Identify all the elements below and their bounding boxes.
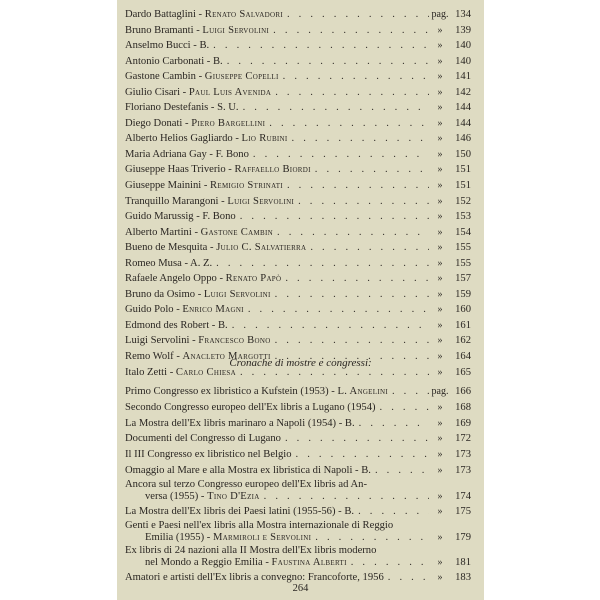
dot-leader <box>279 69 429 85</box>
article-author: Raffaello Biordi <box>234 164 311 176</box>
article-author: Carlo Chiesa <box>175 366 236 378</box>
index-row: Dardo Battaglini - Renato Salvadori . . . pag. 134 <box>125 7 471 23</box>
article-author: F. Bono <box>215 148 249 160</box>
chronicle-title: Amatori e artisti dell'Ex libris a convegno: Francoforte, 1956 <box>125 571 384 583</box>
chronicle-author: Marmiroli e Servolini <box>212 532 312 544</box>
index-row: Edmond des Robert - B. . . . » 161 <box>125 318 471 334</box>
artist-name: Bueno de Mesquita <box>125 242 208 254</box>
page-marker: » <box>437 257 443 269</box>
article-author: Julio C. Salvatierra <box>216 242 307 254</box>
index-row: Anselmo Bucci - B. . . . » 140 <box>125 38 471 54</box>
article-author: B. <box>217 319 228 331</box>
page-number: 162 <box>455 335 471 347</box>
chronicle-title: Ex libris di 24 nazioni alla II Mostra dell'Ex libris moderno <box>125 544 377 556</box>
page-marker: » <box>437 532 443 544</box>
page-number: 179 <box>455 532 471 544</box>
artist-name: Dardo Battaglini <box>125 9 196 20</box>
page-number: 164 <box>455 351 471 363</box>
page-marker: » <box>437 417 443 429</box>
article-author: B. <box>212 55 223 67</box>
article-author: Luigi Servolini <box>203 288 271 300</box>
page-marker: » <box>437 449 443 461</box>
page-number: 183 <box>455 571 471 583</box>
chronicle-author: Tino D'Ezia <box>207 491 260 503</box>
page-marker: » <box>437 557 443 569</box>
dot-leader <box>223 54 429 70</box>
index-row: Italo Zetti - Carlo Chiesa . . . » 165 <box>125 365 471 381</box>
chronicle-title: Il III Congresso ex libristico nel Belgio <box>125 449 292 461</box>
index-row: Bruno da Osimo - Luigi Servolini . . . » 159 <box>125 287 471 303</box>
page-marker: » <box>437 195 443 207</box>
index-row: Antonio Carbonati - B. . . . » 140 <box>125 54 471 70</box>
index-row: Luigi Servolini - Francesco Bono . . . » 162 <box>125 333 471 349</box>
dot-leader <box>269 23 429 39</box>
page-marker: » <box>437 164 443 176</box>
index-row: Maria Adriana Gay - F. Bono . . . » 150 <box>125 147 471 163</box>
page-marker: » <box>437 71 443 83</box>
index-row: Bueno de Mesquita - Julio C. Salvatierra . . . » 155 <box>125 240 471 256</box>
page-marker: » <box>437 148 443 160</box>
chronicle-author: B. <box>344 417 355 429</box>
dot-leader <box>271 333 429 349</box>
article-author: F. Bono <box>202 211 236 223</box>
chronicle-title: Omaggio al Mare e alla Mostra ex libristica di Napoli <box>125 464 353 476</box>
page-marker: » <box>437 433 443 445</box>
artist-index-list <box>125 7 471 380</box>
article-author: A. Z. <box>190 257 213 269</box>
dot-leader <box>281 271 429 287</box>
chronicle-row <box>125 431 471 447</box>
dot-leader <box>311 532 429 545</box>
dot-leader <box>271 287 429 303</box>
index-row: Guido Polo - Enrico Magni . . . » 160 <box>125 302 471 318</box>
dot-leader <box>283 7 429 23</box>
artist-name: Remo Wolf <box>125 351 174 363</box>
page-number: 144 <box>455 102 471 114</box>
chronicle-row <box>125 447 471 463</box>
index-row: Floriano Destefanis - S. U. . . . » 144 <box>125 100 471 116</box>
artist-name: Bruno Bramanti <box>125 24 194 36</box>
index-row: Alberto Martini - Gastone Cambin . . . » 154 <box>125 225 471 241</box>
dot-leader <box>265 116 429 132</box>
page-number: 134 <box>455 9 471 20</box>
page-marker: » <box>437 226 443 238</box>
article-author: Remigio Strinati <box>210 180 283 192</box>
chronicle-author: B. <box>344 505 355 517</box>
article-author: Francesco Bono <box>198 335 271 347</box>
chronicle-title: La Mostra dell'Ex libris dei Paesi latini (1955-56) <box>125 505 336 517</box>
page-marker: » <box>437 288 443 300</box>
page-marker: » <box>437 55 443 67</box>
page-number: 155 <box>455 257 471 269</box>
artist-name: Diego Donati <box>125 117 183 129</box>
chronicle-title: Genti e Paesi nell'ex libris alla Mostra internazionale di Reggio <box>125 519 394 531</box>
dot-leader <box>249 147 429 163</box>
page-number: 166 <box>455 386 471 397</box>
article-author: Enrico Magni <box>182 304 244 316</box>
index-row: Romeo Musa - A. Z. . . . » 155 <box>125 256 471 272</box>
index-row: Tranquillo Marangoni - Luigi Servolini . . . » 152 <box>125 194 471 210</box>
chronicle-title: La Mostra dell'Ex libris marinaro a Napoli (1954) <box>125 417 337 429</box>
artist-name: Giuseppe Mainini <box>125 180 202 192</box>
chronicle-author: L. Angelini <box>337 386 388 397</box>
page-marker: » <box>437 505 443 517</box>
dot-leader <box>388 384 429 400</box>
dot-leader <box>347 557 429 570</box>
page-marker: » <box>437 464 443 476</box>
page-number: 151 <box>455 180 471 192</box>
page-number: 173 <box>455 449 471 461</box>
chronicle-author: Faustina Alberti <box>271 557 347 569</box>
page-number: 151 <box>455 164 471 176</box>
artist-name: Edmond des Robert <box>125 319 210 331</box>
artist-name: Gastone Cambin <box>125 71 196 83</box>
dot-leader <box>292 447 429 463</box>
page-number: 153 <box>455 211 471 223</box>
article-author: Luigi Servolini <box>227 195 295 207</box>
article-author: B. <box>199 40 210 52</box>
artist-name: Maria Adriana Gay <box>125 148 207 160</box>
article-author: Gastone Cambin <box>200 226 274 238</box>
index-row: Guido Marussig - F. Bono . . . » 153 <box>125 209 471 225</box>
dot-leader <box>236 209 429 225</box>
index-row: Diego Donati - Piero Bargellini . . . » 144 <box>125 116 471 132</box>
dot-leader <box>281 431 429 447</box>
page-number: 140 <box>455 40 471 52</box>
artist-name: Rafaele Angelo Oppo <box>125 273 217 285</box>
article-author: Lio Rubini <box>241 133 288 145</box>
dot-leader <box>273 225 429 241</box>
section-heading: Cronache di mostre e congressi: <box>229 357 372 369</box>
page-number: 141 <box>455 71 471 83</box>
page-number: 168 <box>455 401 471 413</box>
artist-name: Romeo Musa <box>125 257 182 269</box>
chronicle-row: Ancora sul terzo Congresso europeo dell'Ex libris ad An- versa (1955) - Tino D'Ezia . . . » 174 <box>125 479 471 504</box>
index-row: Giuseppe Haas Triverio - Raffaello Biordi . . . » 151 <box>125 162 471 178</box>
chronicle-row <box>125 400 471 416</box>
page-marker: » <box>437 335 443 347</box>
page-number: 142 <box>455 86 471 98</box>
chronicle-title-continued: versa (1955) <box>145 491 199 503</box>
index-row: Alberto Helios Gagliardo - Lio Rubini . . . » 146 <box>125 131 471 147</box>
page-number: 152 <box>455 195 471 207</box>
chronicle-row: Genti e Paesi nell'ex libris alla Mostra internazionale di Reggio Emilia (1955) - Marmiroli e Servolini . . . » 179 <box>125 520 471 545</box>
article-author: Renato Salvadori <box>204 9 283 20</box>
artist-name: Giuseppe Haas Triverio <box>125 164 226 176</box>
article-author: Paul Luis Avenida <box>188 86 272 98</box>
index-row: Rafaele Angelo Oppo - Renato Papò . . . » 157 <box>125 271 471 287</box>
page-number: 181 <box>455 557 471 569</box>
page-marker: » <box>437 211 443 223</box>
dot-leader <box>271 85 429 101</box>
artist-name: Guido Polo <box>125 304 174 316</box>
artist-name: Floriano Destefanis <box>125 102 209 114</box>
artist-name: Bruno da Osimo <box>125 288 196 300</box>
article-author: Piero Bargellini <box>191 117 266 129</box>
page-marker: » <box>437 242 443 254</box>
page-marker: » <box>437 319 443 331</box>
chronicle-row: Primo Congresso ex libristico a Kufstein (1953) - L. Angelini . . . pag. 166 <box>125 384 471 400</box>
dot-leader <box>209 38 429 54</box>
article-author: Giuseppe Copelli <box>204 71 279 83</box>
page-marker: » <box>437 401 443 413</box>
article-author: Renato Papò <box>225 273 282 285</box>
page-number: 157 <box>455 273 471 285</box>
chronicle-title: Secondo Congresso europeo dell'Ex libris a Lugano (1954) <box>125 401 376 413</box>
dot-leader <box>354 504 429 520</box>
article-author: S. U. <box>217 102 239 114</box>
dot-leader <box>260 491 429 504</box>
dot-leader <box>355 416 429 432</box>
index-row: Giuseppe Mainini - Remigio Strinati . . . » 151 <box>125 178 471 194</box>
page-number: 155 <box>455 242 471 254</box>
chronicle-title-continued: nel Mondo a Reggio Emilia <box>145 557 263 569</box>
page-marker: » <box>437 366 443 378</box>
page-marker: » <box>437 40 443 52</box>
chronicle-row: La Mostra dell'Ex libris dei Paesi latini (1955-56) - B. . . . » 175 <box>125 504 471 520</box>
chronicles-list <box>125 384 471 585</box>
page-marker: » <box>437 133 443 145</box>
page-number: 146 <box>455 133 471 145</box>
page-marker: » <box>437 86 443 98</box>
page-marker: » <box>437 180 443 192</box>
page-number: 173 <box>455 464 471 476</box>
dot-leader <box>306 240 429 256</box>
artist-name: Guido Marussig <box>125 211 194 223</box>
chronicle-title: Primo Congresso ex libristico a Kufstein (1953) <box>125 386 329 397</box>
index-row: Gastone Cambin - Giuseppe Copelli . . . » 141 <box>125 69 471 85</box>
page-number: 150 <box>455 148 471 160</box>
dot-leader <box>294 194 429 210</box>
page-marker: » <box>437 273 443 285</box>
artist-name: Tranquillo Marangoni <box>125 195 219 207</box>
page-number: 172 <box>455 433 471 445</box>
dot-leader <box>283 178 429 194</box>
page-marker: » <box>437 304 443 316</box>
chronicle-title-continued: Emilia (1955) <box>145 532 205 544</box>
artist-name: Alberto Helios Gagliardo <box>125 133 233 145</box>
folio-page-number: 264 <box>292 583 309 594</box>
page-marker: pag. <box>431 9 449 20</box>
page-marker: » <box>437 351 443 363</box>
page-marker: » <box>437 24 443 36</box>
page-number: 165 <box>455 366 471 378</box>
page-number: 161 <box>455 319 471 331</box>
article-author: Anacleto Margotti <box>182 351 271 363</box>
page-number: 159 <box>455 288 471 300</box>
dot-leader <box>244 302 429 318</box>
page-number: 169 <box>455 417 471 429</box>
page-number: 174 <box>455 491 471 503</box>
page-number: 175 <box>455 505 471 517</box>
page-number: 154 <box>455 226 471 238</box>
dot-leader <box>239 100 429 116</box>
chronicle-row: Ex libris di 24 nazioni alla II Mostra dell'Ex libris moderno nel Mondo a Reggio Emilia - Faustina Alberti . . . » 181 <box>125 545 471 570</box>
page-marker: » <box>437 117 443 129</box>
index-row: Giulio Cisari - Paul Luis Avenida . . . » 142 <box>125 85 471 101</box>
page-number: 160 <box>455 304 471 316</box>
artist-name: Alberto Martini <box>125 226 192 238</box>
book-page <box>117 0 484 600</box>
page-marker: » <box>437 571 443 583</box>
page-marker: pag. <box>431 386 449 397</box>
chronicle-row: Omaggio al Mare e alla Mostra ex libristica di Napoli - B. . . . » 173 <box>125 463 471 479</box>
artist-name: Italo Zetti <box>125 366 168 378</box>
page-marker: » <box>437 491 443 503</box>
dot-leader <box>371 463 429 479</box>
chronicle-title: Ancora sul terzo Congresso europeo dell'Ex libris ad An- <box>125 478 367 490</box>
page-number: 140 <box>455 55 471 67</box>
index-row: Bruno Bramanti - Luigi Servolini . . . » 139 <box>125 23 471 39</box>
dot-leader <box>212 256 429 272</box>
dot-leader <box>376 400 429 416</box>
index-row: Remo Wolf - Anacleto Margotti . . . » 164 <box>125 349 471 365</box>
dot-leader <box>288 131 429 147</box>
chronicle-author: B. <box>361 464 371 476</box>
artist-name: Giulio Cisari <box>125 86 181 98</box>
dot-leader <box>228 318 429 334</box>
article-author: Luigi Servolini <box>202 24 270 36</box>
page-marker: » <box>437 102 443 114</box>
artist-name: Luigi Servolini <box>125 335 190 347</box>
page-number: 144 <box>455 117 471 129</box>
chronicle-title: Documenti del Congresso di Lugano <box>125 433 281 445</box>
artist-name: Antonio Carbonati <box>125 55 205 67</box>
artist-name: Anselmo Bucci <box>125 40 191 52</box>
chronicle-row: La Mostra dell'Ex libris marinaro a Napoli (1954) - B. . . . » 169 <box>125 416 471 432</box>
dot-leader <box>311 162 429 178</box>
page-number: 139 <box>455 24 471 36</box>
